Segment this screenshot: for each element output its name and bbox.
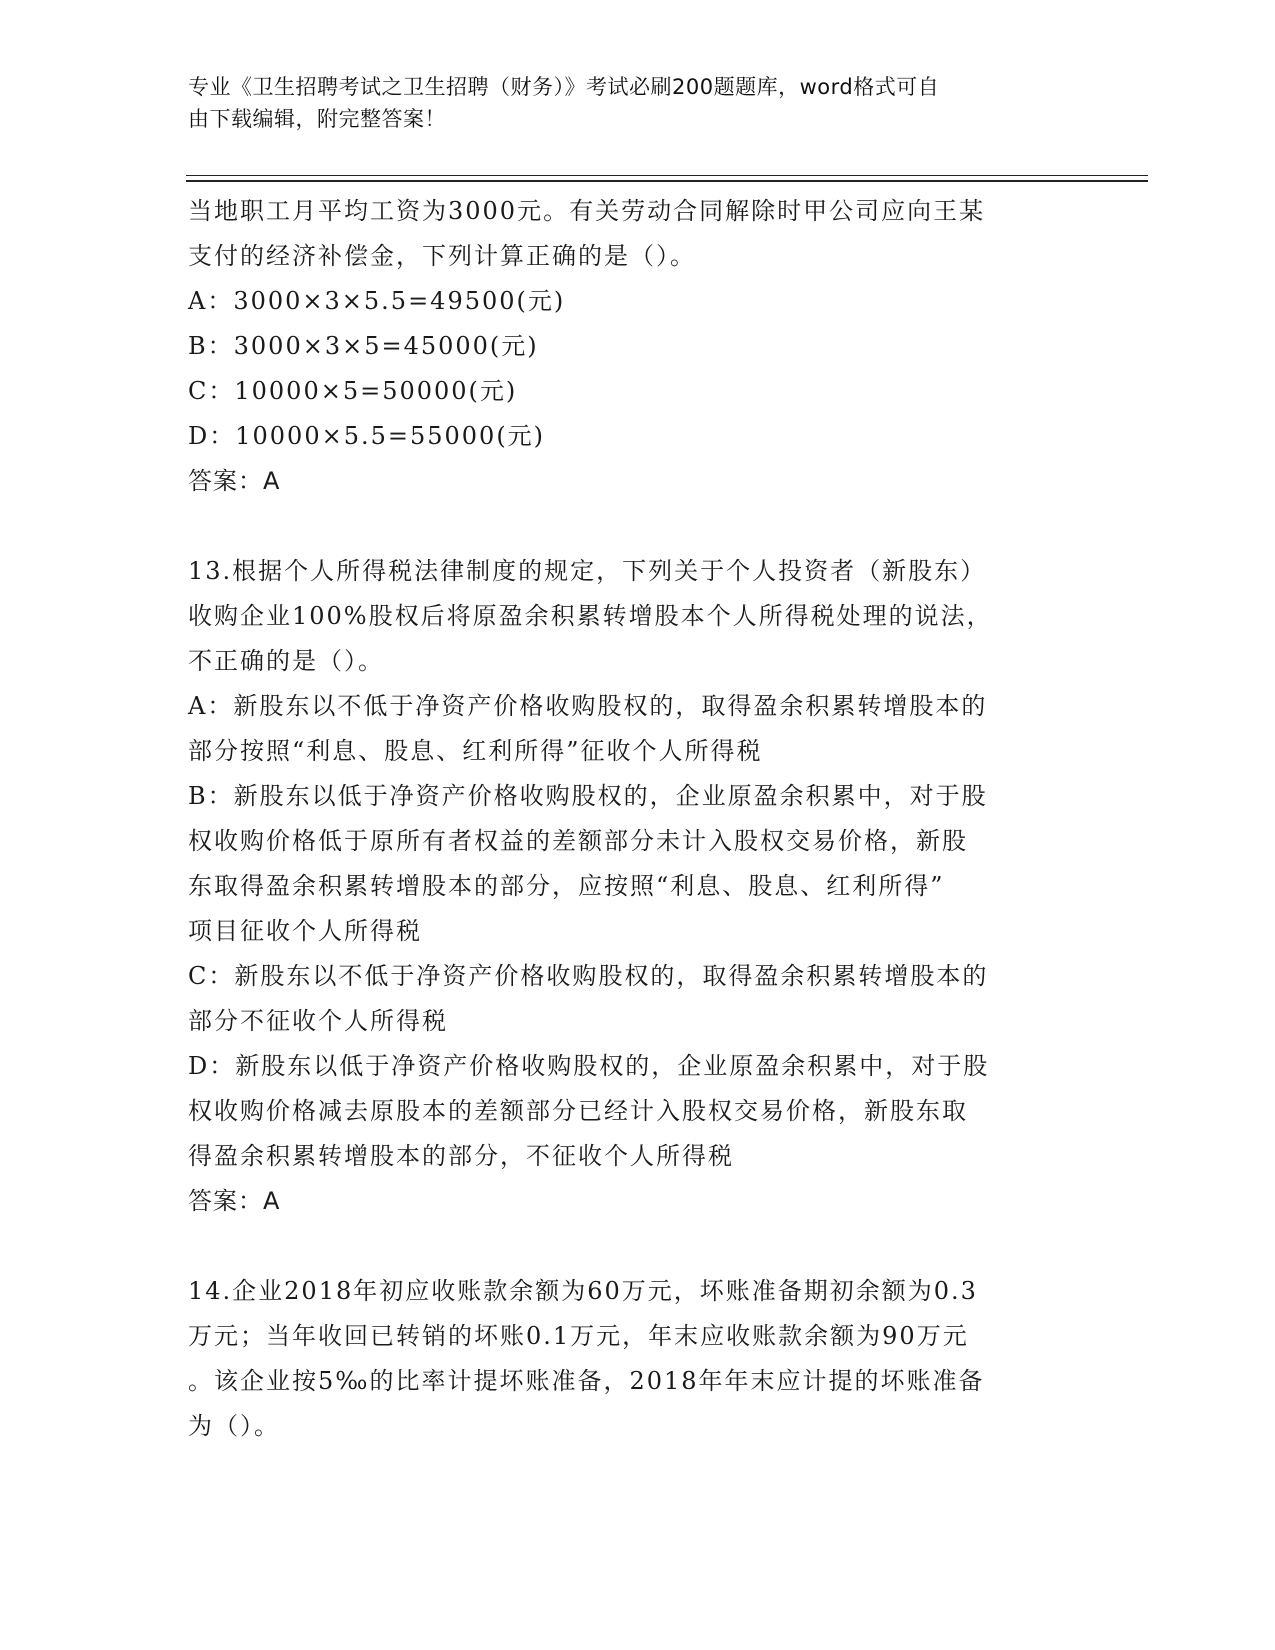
header-line-2: 由下载编辑，附完整答案！ [188,107,446,131]
option-a: A：3000×3×5.5=49500(元) [188,287,566,315]
question-stem-line: 万元；当年收回已转销的坏账0.1万元，年末应收账款余额为90万元 [188,1322,969,1350]
answer-line: 答案：A [188,1187,281,1215]
page-header [188,71,1068,135]
question-14 [188,1269,1078,1449]
option-a-line: A：新股东以不低于净资产价格收购股权的，取得盈余积累转增股本的 [188,692,988,720]
question-13 [188,549,1078,1224]
option-b-line: 项目征收个人所得税 [188,917,422,945]
question-12 [188,189,1078,504]
answer-line: 答案：A [188,467,281,495]
option-c-line: 部分不征收个人所得税 [188,1007,448,1035]
question-stem-line: 为（）。 [188,1412,280,1440]
question-stem-line: 不正确的是（）。 [188,647,384,675]
option-b-line: 权收购价格低于原所有者权益的差额部分未计入股权交易价格，新股 [188,827,968,855]
option-d-line: D：新股东以低于净资产价格收购股权的，企业原盈余积累中，对于股 [188,1052,990,1080]
option-c: C：10000×5=50000(元) [188,377,518,405]
option-c-line: C：新股东以不低于净资产价格收购股权的，取得盈余积累转增股本的 [188,962,989,990]
question-stem-line: 当地职工月平均工资为3000元。有关劳动合同解除时甲公司应向王某 [188,197,986,225]
question-stem-line: 收购企业100%股权后将原盈余积累转增股本个人所得税处理的说法， [188,602,993,630]
question-stem-line: 14.企业2018年初应收账款余额为60万元，坏账准备期初余额为0.3 [188,1277,978,1305]
spacer [188,504,1078,549]
option-d-line: 得盈余积累转增股本的部分，不征收个人所得税 [188,1142,734,1170]
question-stem-line: 支付的经济补偿金，下列计算正确的是（）。 [188,242,696,270]
header-line-1: 专业《卫生招聘考试之卫生招聘（财务）》考试必刷200题题库，word格式可自 [188,75,940,99]
question-stem-line: 13.根据个人所得税法律制度的规定，下列关于个人投资者（新股东） [188,557,987,585]
option-b-line: B：新股东以低于净资产价格收购股权的，企业原盈余积累中，对于股 [188,782,988,810]
option-d-line: 权收购价格减去原股本的差额部分已经计入股权交易价格，新股东取 [188,1097,968,1125]
option-a-line: 部分按照“利息、股息、红利所得”征收个人所得税 [188,737,763,765]
option-b: B：3000×3×5=45000(元) [188,332,539,360]
question-stem-line: 。该企业按5‰的比率计提坏账准备，2018年年末应计提的坏账准备 [188,1367,985,1395]
header-divider-thin [186,175,1148,176]
option-d: D：10000×5.5=55000(元) [188,422,546,450]
header-divider-thick [186,180,1148,182]
document-body [188,189,1078,1449]
option-b-line: 东取得盈余积累转增股本的部分，应按照“利息、股息、红利所得” [188,872,945,900]
spacer [188,1224,1078,1269]
